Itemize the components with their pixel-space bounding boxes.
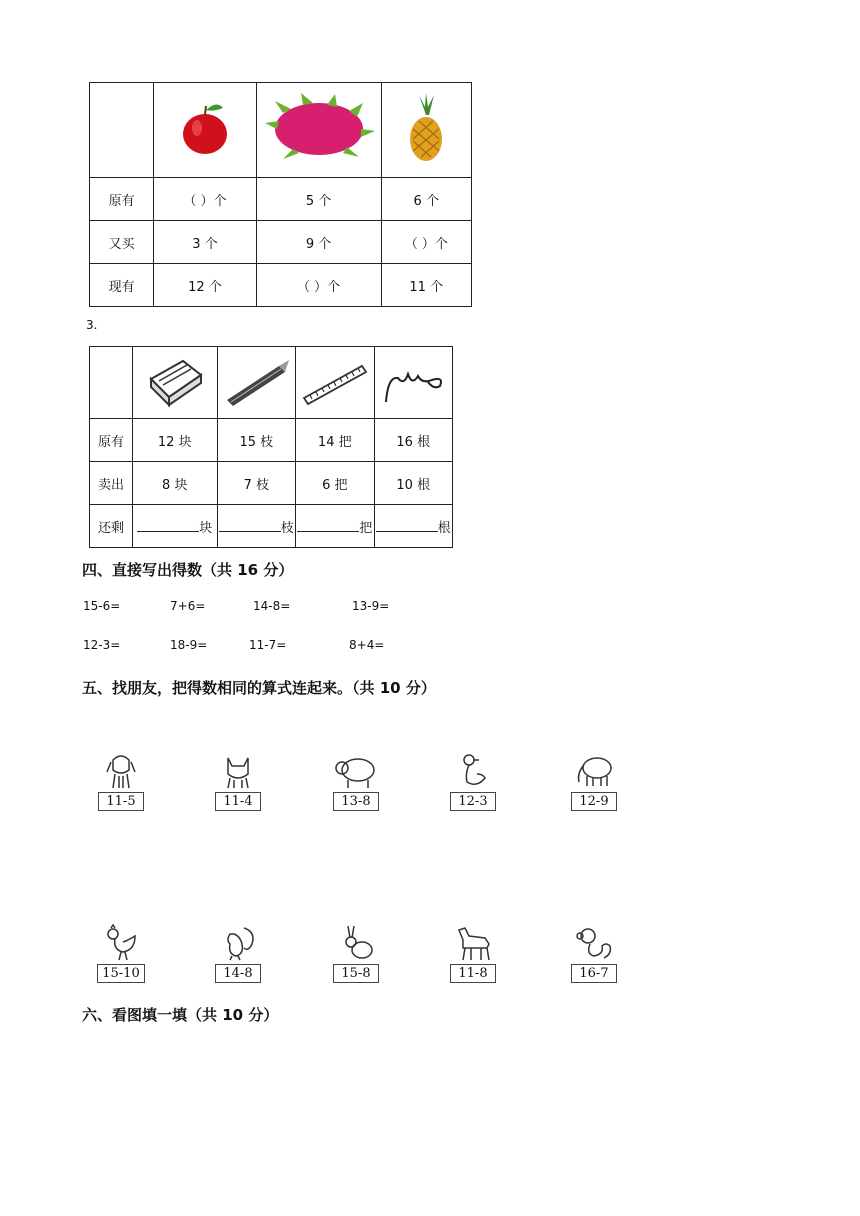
table-row (90, 462, 453, 505)
table-row (90, 178, 472, 221)
animal-card[interactable] (564, 924, 624, 983)
eraser-icon (143, 353, 207, 409)
animal-card[interactable] (208, 924, 268, 983)
table-cell: 9 个 (256, 221, 381, 264)
answer-blank[interactable] (219, 519, 281, 532)
section-5-title: 五、找朋友，把得数相同的算式连起来。（共 10 分） (82, 679, 436, 697)
horse-icon (451, 924, 495, 962)
squirrel-icon (218, 924, 258, 962)
table-cell: 10 根 (374, 462, 453, 505)
equation-card[interactable]: 11-8 (450, 964, 496, 983)
animal-card[interactable] (564, 752, 624, 811)
duck-icon (453, 752, 493, 790)
stationery-table (89, 346, 453, 548)
answer-cell[interactable] (132, 505, 217, 548)
animal-card[interactable] (91, 924, 151, 983)
cat-icon (218, 752, 258, 790)
equation-card[interactable]: 14-8 (215, 964, 261, 983)
unit-label: 枝 (280, 520, 294, 536)
row-label: 原有 (90, 419, 133, 462)
equation: 15-6= (83, 599, 121, 613)
table-cell: （ ）个 (154, 178, 256, 221)
animal-card[interactable] (91, 752, 151, 811)
elephant-icon (571, 752, 617, 790)
apple-icon (175, 98, 235, 158)
table-cell: （ ）个 (381, 221, 471, 264)
animal-card[interactable] (208, 752, 268, 811)
table-cell: 5 个 (256, 178, 381, 221)
equation: 11-7= (249, 638, 287, 652)
row-label: 卖出 (90, 462, 133, 505)
apple-cell (154, 83, 256, 178)
answer-blank[interactable] (137, 519, 199, 532)
table-row (90, 505, 453, 548)
row-label: 原有 (90, 178, 154, 221)
equation-card[interactable]: 13-8 (333, 792, 379, 811)
animal-card[interactable] (326, 752, 386, 811)
pineapple-icon (401, 93, 451, 163)
equation-card[interactable]: 12-9 (571, 792, 617, 811)
table-row (90, 419, 453, 462)
table-cell: 7 枝 (217, 462, 295, 505)
header-empty-cell (90, 83, 154, 178)
answer-cell[interactable] (296, 505, 374, 548)
table-cell: 8 块 (132, 462, 217, 505)
equation-card[interactable]: 15-8 (333, 964, 379, 983)
eraser-cell (132, 347, 217, 419)
answer-cell[interactable] (217, 505, 295, 548)
equation-card[interactable]: 11-4 (215, 792, 261, 811)
table-cell: 6 把 (296, 462, 374, 505)
table-row (90, 264, 472, 307)
equation-card[interactable]: 15-10 (97, 964, 144, 983)
pencil-icon (221, 356, 291, 406)
answer-blank[interactable] (297, 519, 359, 532)
equation: 13-9= (352, 599, 390, 613)
animal-card[interactable] (326, 924, 386, 983)
animal-card[interactable] (443, 924, 503, 983)
table-cell: （ ）个 (256, 264, 381, 307)
ruler-icon (300, 356, 370, 406)
dog-icon (101, 752, 141, 790)
string-cell (374, 347, 453, 419)
header-empty-cell (90, 347, 133, 419)
sheep-icon (332, 752, 380, 790)
unit-label: 根 (437, 520, 451, 536)
fruit-table (89, 82, 472, 307)
unit-label: 把 (359, 520, 373, 536)
pineapple-cell (381, 83, 471, 178)
table-cell: 12 块 (132, 419, 217, 462)
dragon-fruit-icon (263, 93, 375, 163)
answer-blank[interactable] (376, 519, 438, 532)
table-cell: 12 个 (154, 264, 256, 307)
answer-cell[interactable] (374, 505, 453, 548)
rabbit-icon (336, 924, 376, 962)
question-number: 3. (86, 318, 98, 332)
equation: 12-3= (83, 638, 121, 652)
equation: 8+4= (349, 638, 385, 652)
equation: 14-8= (253, 599, 291, 613)
equation: 18-9= (170, 638, 208, 652)
rooster-icon (101, 924, 141, 962)
row-label: 又买 (90, 221, 154, 264)
table-cell: 16 根 (374, 419, 453, 462)
table-cell: 11 个 (381, 264, 471, 307)
unit-label: 块 (199, 520, 213, 536)
string-icon (378, 356, 448, 406)
pencil-cell (217, 347, 295, 419)
table-row (90, 221, 472, 264)
row-label: 还剩 (90, 505, 133, 548)
section-4-title: 四、直接写出得数（共 16 分） (82, 561, 294, 579)
dragonfruit-cell (256, 83, 381, 178)
table-cell: 15 枝 (217, 419, 295, 462)
equation-card[interactable]: 11-5 (98, 792, 144, 811)
equation-card[interactable]: 16-7 (571, 964, 617, 983)
equation-card[interactable]: 12-3 (450, 792, 496, 811)
table-cell: 6 个 (381, 178, 471, 221)
section-6-title: 六、看图填一填（共 10 分） (82, 1006, 279, 1024)
table-cell: 14 把 (296, 419, 374, 462)
equation: 7+6= (170, 599, 206, 613)
animal-card[interactable] (443, 752, 503, 811)
monkey-icon (572, 924, 616, 962)
ruler-cell (296, 347, 374, 419)
table-cell: 3 个 (154, 221, 256, 264)
row-label: 现有 (90, 264, 154, 307)
